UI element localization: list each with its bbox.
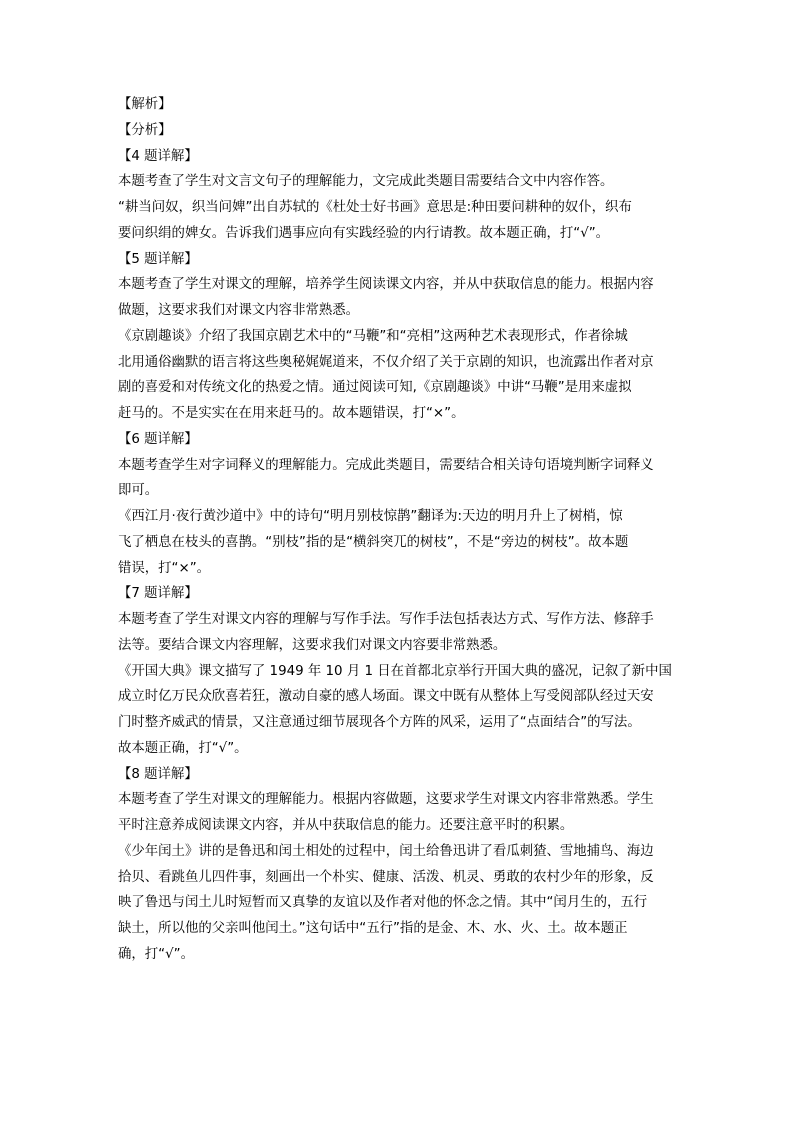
section-heading: 【5 题详解】: [118, 251, 198, 267]
body-text-line: 错误，打“×”。: [118, 560, 211, 576]
body-text-line: 平时注意养成阅读课文内容，并从中获取信息的能力。还要注意平时的积累。: [118, 818, 574, 833]
body-text-line: 本题考查了学生对课文内容的理解与写作手法。写作手法包括表达方式、写作方法、修辞手: [118, 612, 654, 627]
body-text-line: 成立时亿万民众欣喜若狂，激动自豪的感人场面。课文中既有从整体上写受阅部队经过天安: [118, 689, 654, 705]
body-text-line: 本题考查了学生对课文的理解，培养学生阅读课文内容，并从中获取信息的能力。根据内容: [118, 277, 654, 293]
body-text-line: “耕当问奴，织当问婢”出自苏轼的《杜处士好书画》意思是:种田要问耕种的奴仆，织布: [118, 200, 632, 215]
body-text-line: 拾贝、看跳鱼儿四件事，刻画出一个朴实、健康、活泼、机灵、勇敢的农村少年的形象，反: [118, 869, 654, 885]
section-heading: 【8 题详解】: [118, 766, 198, 782]
body-text-line: 本题考查了学生对课文的理解能力。根据内容做题，这要求学生对课文内容非常熟悉。学生: [118, 792, 654, 808]
body-text-line: 《西江月·夜行黄沙道中》中的诗句“明月别枝惊鹊”翻译为:天边的明月升上了树梢，惊: [118, 509, 623, 524]
body-text-line: 映了鲁迅与闰土儿时短暂而又真挚的友谊以及作者对他的怀念之情。其中“闰月生的，五行: [118, 895, 648, 911]
body-text-line: 《开国大典》课文描写了 1949 年 10 月 1 日在首都北京举行开国大典的盛况，记叙了新中国: [118, 663, 672, 679]
body-text-line: 即可。: [118, 483, 159, 499]
body-text-line: 要问织绢的婢女。告诉我们遇事应向有实践经验的内行请教。故本题正确，打“√”。: [118, 225, 610, 241]
body-text-line: 门时整齐威武的情景，又注意通过细节展现各个方阵的风采，运用了“点面结合”的写法。: [118, 715, 641, 730]
body-text-line: 本题考查了学生对文言文句子的理解能力，文完成此类题目需要结合文中内容作答。: [118, 174, 614, 190]
body-text-line: 故本题正确，打“√”。: [118, 740, 248, 756]
body-text-line: 剧的喜爱和对传统文化的热爱之情。通过阅读可知,《京剧趣谈》中讲“马鞭”是用来虚拟: [118, 380, 632, 396]
body-text-line: 缺土，所以他的父亲叫他闰土。”这句话中“五行”指的是金、木、水、火、土。故本题正: [118, 921, 628, 936]
section-heading: 【6 题详解】: [118, 431, 198, 447]
body-text-line: 《京剧趣谈》介绍了我国京剧艺术中的“马鞭”和“亮相”这两种艺术表现形式，作者徐城: [118, 328, 628, 344]
section-heading: 【7 题详解】: [118, 586, 198, 602]
body-text-line: 确，打“√”。: [118, 946, 194, 962]
document-body: [118, 92, 682, 968]
section-heading: 【分析】: [118, 122, 172, 138]
body-text-line: 做题，这要求我们对课文内容非常熟悉。: [118, 303, 360, 318]
body-text-line: 法等。要结合课文内容理解，这要求我们对课文内容要非常熟悉。: [118, 637, 507, 653]
body-text-line: 北用通俗幽默的语言将这些奥秘娓娓道来，不仅介绍了关于京剧的知识，也流露出作者对京: [118, 354, 654, 370]
body-text-line: 本题考查学生对字词释义的理解能力。完成此类题目，需要结合相关诗句语境判断字词释义: [118, 457, 654, 473]
body-text-line: 《少年闰土》讲的是鲁迅和闰土相处的过程中，闰土给鲁迅讲了看瓜刺猹、雪地捕鸟、海边: [118, 843, 654, 859]
section-heading: 【4 题详解】: [118, 148, 198, 164]
section-heading: 【解析】: [118, 97, 172, 112]
body-text-line: 赶马的。不是实实在在用来赶马的。故本题错误，打“×”。: [118, 406, 465, 421]
body-text-line: 飞了栖息在枝头的喜鹊。“别枝”指的是“横斜突兀的树枝”，不是“旁边的树枝”。故本题: [118, 534, 629, 550]
